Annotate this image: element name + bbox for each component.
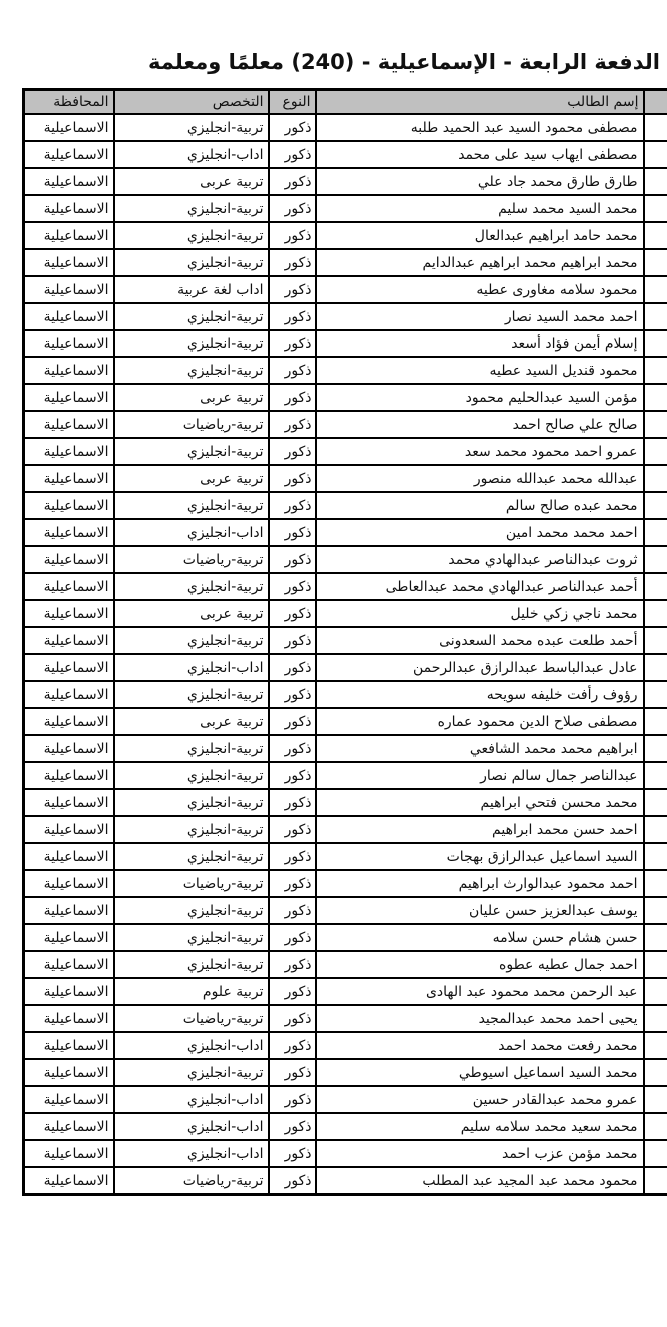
cell-student-name: احمد محمود عبدالوارث ابراهيم bbox=[316, 870, 644, 897]
cell-gender: ذكور bbox=[269, 924, 316, 951]
cell-governorate: الاسماعيلية bbox=[24, 735, 114, 762]
cell-student-name: مصطفى صلاح الدين محمود عماره bbox=[316, 708, 644, 735]
cell-student-name: صالح علي صالح احمد bbox=[316, 411, 644, 438]
cell-gender: ذكور bbox=[269, 465, 316, 492]
cell-specialization: تربية-انجليزي bbox=[114, 789, 269, 816]
cell-governorate: الاسماعيلية bbox=[24, 924, 114, 951]
cell-gender: ذكور bbox=[269, 330, 316, 357]
table-row bbox=[24, 222, 667, 249]
cell-gender: ذكور bbox=[269, 897, 316, 924]
cell-specialization: تربية-انجليزي bbox=[114, 924, 269, 951]
cell-gender: ذكور bbox=[269, 654, 316, 681]
cell-governorate: الاسماعيلية bbox=[24, 330, 114, 357]
cell-specialization: تربية عربى bbox=[114, 168, 269, 195]
cell-student-name: محمد السيد اسماعيل اسيوطي bbox=[316, 1059, 644, 1086]
cell-serial bbox=[644, 438, 667, 465]
cell-specialization: اداب-انجليزي bbox=[114, 1086, 269, 1113]
table-row bbox=[24, 465, 667, 492]
cell-specialization: تربية-انجليزي bbox=[114, 222, 269, 249]
cell-student-name: مصطفى ايهاب سيد على محمد bbox=[316, 141, 644, 168]
table-row bbox=[24, 1005, 667, 1032]
cell-student-name: عبد الرحمن محمد محمود عبد الهادى bbox=[316, 978, 644, 1005]
cell-serial bbox=[644, 465, 667, 492]
cell-serial bbox=[644, 492, 667, 519]
cell-gender: ذكور bbox=[269, 357, 316, 384]
cell-specialization: تربية-انجليزي bbox=[114, 330, 269, 357]
table-row bbox=[24, 789, 667, 816]
cell-specialization: تربية-انجليزي bbox=[114, 627, 269, 654]
cell-governorate: الاسماعيلية bbox=[24, 951, 114, 978]
cell-serial bbox=[644, 897, 667, 924]
table-row bbox=[24, 1059, 667, 1086]
cell-student-name: أحمد عبدالناصر عبدالهادي محمد عبدالعاطى bbox=[316, 573, 644, 600]
cell-student-name: احمد حسن محمد ابراهيم bbox=[316, 816, 644, 843]
cell-governorate: الاسماعيلية bbox=[24, 1113, 114, 1140]
cell-serial bbox=[644, 978, 667, 1005]
table-row bbox=[24, 195, 667, 222]
cell-specialization: اداب لغة عربية bbox=[114, 276, 269, 303]
table-row bbox=[24, 303, 667, 330]
table-row bbox=[24, 681, 667, 708]
cell-governorate: الاسماعيلية bbox=[24, 573, 114, 600]
cell-governorate: الاسماعيلية bbox=[24, 141, 114, 168]
cell-student-name: يحيى احمد محمد عبدالمجيد bbox=[316, 1005, 644, 1032]
cell-gender: ذكور bbox=[269, 222, 316, 249]
cell-governorate: الاسماعيلية bbox=[24, 114, 114, 141]
cell-governorate: الاسماعيلية bbox=[24, 870, 114, 897]
cell-specialization: اداب-انجليزي bbox=[114, 1032, 269, 1059]
cell-student-name: عبدالله محمد عبدالله منصور bbox=[316, 465, 644, 492]
cell-governorate: الاسماعيلية bbox=[24, 546, 114, 573]
cell-specialization: تربية-رياضيات bbox=[114, 546, 269, 573]
cell-governorate: الاسماعيلية bbox=[24, 411, 114, 438]
cell-student-name: احمد محمد السيد نصار bbox=[316, 303, 644, 330]
cell-gender: ذكور bbox=[269, 519, 316, 546]
cell-student-name: عمرو محمد عبدالقادر حسين bbox=[316, 1086, 644, 1113]
cell-gender: ذكور bbox=[269, 573, 316, 600]
cell-governorate: الاسماعيلية bbox=[24, 303, 114, 330]
cell-serial bbox=[644, 546, 667, 573]
cell-gender: ذكور bbox=[269, 708, 316, 735]
cell-serial bbox=[644, 1032, 667, 1059]
table-row bbox=[24, 870, 667, 897]
table-row bbox=[24, 1140, 667, 1167]
cell-governorate: الاسماعيلية bbox=[24, 681, 114, 708]
table-row bbox=[24, 897, 667, 924]
table-row bbox=[24, 114, 667, 141]
cell-gender: ذكور bbox=[269, 789, 316, 816]
cell-governorate: الاسماعيلية bbox=[24, 708, 114, 735]
cell-specialization: تربية عربى bbox=[114, 708, 269, 735]
cell-serial bbox=[644, 168, 667, 195]
cell-gender: ذكور bbox=[269, 195, 316, 222]
cell-governorate: الاسماعيلية bbox=[24, 600, 114, 627]
cell-student-name: إسلام أيمن فؤاد أسعد bbox=[316, 330, 644, 357]
cell-gender: ذكور bbox=[269, 303, 316, 330]
cell-student-name: محمد رفعت محمد احمد bbox=[316, 1032, 644, 1059]
cell-serial bbox=[644, 222, 667, 249]
table-row bbox=[24, 1113, 667, 1140]
cell-gender: ذكور bbox=[269, 978, 316, 1005]
cell-governorate: الاسماعيلية bbox=[24, 789, 114, 816]
cell-governorate: الاسماعيلية bbox=[24, 1005, 114, 1032]
cell-governorate: الاسماعيلية bbox=[24, 1032, 114, 1059]
page-title: الدفعة الرابعة - الإسماعيلية - (240) معلمًا ومعلمة bbox=[0, 47, 667, 77]
header-governorate: المحافظة bbox=[24, 90, 114, 115]
table-row bbox=[24, 168, 667, 195]
cell-serial bbox=[644, 303, 667, 330]
cell-student-name: محمد سعيد محمد سلامه سليم bbox=[316, 1113, 644, 1140]
cell-student-name: محمد ناجي زكي خليل bbox=[316, 600, 644, 627]
cell-specialization: اداب-انجليزي bbox=[114, 654, 269, 681]
cell-specialization: تربية-انجليزي bbox=[114, 1059, 269, 1086]
cell-serial bbox=[644, 1140, 667, 1167]
cell-serial bbox=[644, 114, 667, 141]
cell-student-name: محمد محسن فتحي ابراهيم bbox=[316, 789, 644, 816]
cell-specialization: تربية علوم bbox=[114, 978, 269, 1005]
cell-serial bbox=[644, 924, 667, 951]
cell-serial bbox=[644, 249, 667, 276]
cell-serial bbox=[644, 681, 667, 708]
cell-serial bbox=[644, 1086, 667, 1113]
cell-specialization: تربية-انجليزي bbox=[114, 951, 269, 978]
cell-student-name: السيد اسماعيل عبدالرازق بهجات bbox=[316, 843, 644, 870]
cell-gender: ذكور bbox=[269, 1113, 316, 1140]
cell-gender: ذكور bbox=[269, 870, 316, 897]
cell-governorate: الاسماعيلية bbox=[24, 627, 114, 654]
cell-serial bbox=[644, 141, 667, 168]
cell-specialization: تربية-انجليزي bbox=[114, 762, 269, 789]
cell-serial bbox=[644, 654, 667, 681]
cell-gender: ذكور bbox=[269, 546, 316, 573]
cell-student-name: محمد حامد ابراهيم عبدالعال bbox=[316, 222, 644, 249]
cell-specialization: تربية-رياضيات bbox=[114, 1005, 269, 1032]
cell-specialization: تربية-انجليزي bbox=[114, 843, 269, 870]
cell-student-name: رؤوف رأفت خليفه سويحه bbox=[316, 681, 644, 708]
table-row bbox=[24, 519, 667, 546]
cell-gender: ذكور bbox=[269, 249, 316, 276]
table-row bbox=[24, 276, 667, 303]
cell-student-name: عمرو احمد محمود محمد سعد bbox=[316, 438, 644, 465]
cell-specialization: تربية-انجليزي bbox=[114, 897, 269, 924]
cell-serial bbox=[644, 843, 667, 870]
cell-gender: ذكور bbox=[269, 384, 316, 411]
cell-gender: ذكور bbox=[269, 1032, 316, 1059]
table-row bbox=[24, 627, 667, 654]
table-row bbox=[24, 978, 667, 1005]
cell-student-name: محمد ابراهيم محمد ابراهيم عبدالدايم bbox=[316, 249, 644, 276]
cell-specialization: تربية-انجليزي bbox=[114, 492, 269, 519]
table-row bbox=[24, 249, 667, 276]
cell-specialization: تربية-رياضيات bbox=[114, 870, 269, 897]
cell-specialization: تربية عربى bbox=[114, 465, 269, 492]
cell-student-name: محمد عبده صالح سالم bbox=[316, 492, 644, 519]
cell-specialization: اداب-انجليزي bbox=[114, 519, 269, 546]
cell-serial bbox=[644, 951, 667, 978]
cell-gender: ذكور bbox=[269, 141, 316, 168]
header-specialization: التخصص bbox=[114, 90, 269, 115]
cell-serial bbox=[644, 384, 667, 411]
cell-gender: ذكور bbox=[269, 735, 316, 762]
cell-student-name: أحمد طلعت عبده محمد السعدونى bbox=[316, 627, 644, 654]
cell-gender: ذكور bbox=[269, 1167, 316, 1195]
cell-serial bbox=[644, 816, 667, 843]
cell-specialization: تربية-انجليزي bbox=[114, 114, 269, 141]
cell-governorate: الاسماعيلية bbox=[24, 1140, 114, 1167]
cell-gender: ذكور bbox=[269, 762, 316, 789]
cell-specialization: تربية-انجليزي bbox=[114, 303, 269, 330]
cell-specialization: اداب-انجليزي bbox=[114, 1140, 269, 1167]
cell-gender: ذكور bbox=[269, 816, 316, 843]
cell-governorate: الاسماعيلية bbox=[24, 168, 114, 195]
table-row bbox=[24, 1032, 667, 1059]
cell-student-name: محمود قنديل السيد عطيه bbox=[316, 357, 644, 384]
table-row bbox=[24, 654, 667, 681]
cell-governorate: الاسماعيلية bbox=[24, 654, 114, 681]
cell-specialization: اداب-انجليزي bbox=[114, 1113, 269, 1140]
cell-student-name: محمود سلامه مغاورى عطيه bbox=[316, 276, 644, 303]
cell-serial bbox=[644, 627, 667, 654]
cell-serial bbox=[644, 1005, 667, 1032]
cell-gender: ذكور bbox=[269, 114, 316, 141]
table-row bbox=[24, 843, 667, 870]
cell-governorate: الاسماعيلية bbox=[24, 1086, 114, 1113]
table-row bbox=[24, 708, 667, 735]
table-row bbox=[24, 141, 667, 168]
cell-serial bbox=[644, 708, 667, 735]
cell-serial bbox=[644, 519, 667, 546]
table-row bbox=[24, 384, 667, 411]
cell-serial bbox=[644, 762, 667, 789]
cell-serial bbox=[644, 330, 667, 357]
cell-specialization: تربية-انجليزي bbox=[114, 681, 269, 708]
cell-gender: ذكور bbox=[269, 1005, 316, 1032]
table-row bbox=[24, 735, 667, 762]
table-row bbox=[24, 1167, 667, 1195]
cell-gender: ذكور bbox=[269, 492, 316, 519]
cell-governorate: الاسماعيلية bbox=[24, 978, 114, 1005]
cell-gender: ذكور bbox=[269, 276, 316, 303]
cell-gender: ذكور bbox=[269, 411, 316, 438]
cell-serial bbox=[644, 1059, 667, 1086]
cell-governorate: الاسماعيلية bbox=[24, 384, 114, 411]
cell-student-name: طارق طارق محمد جاد علي bbox=[316, 168, 644, 195]
cell-gender: ذكور bbox=[269, 843, 316, 870]
cell-specialization: تربية-انجليزي bbox=[114, 438, 269, 465]
cell-serial bbox=[644, 411, 667, 438]
cell-governorate: الاسماعيلية bbox=[24, 465, 114, 492]
cell-specialization: تربية-انجليزي bbox=[114, 249, 269, 276]
cell-serial bbox=[644, 357, 667, 384]
table-row bbox=[24, 762, 667, 789]
cell-specialization: تربية عربى bbox=[114, 600, 269, 627]
cell-governorate: الاسماعيلية bbox=[24, 1167, 114, 1195]
table-row bbox=[24, 546, 667, 573]
cell-gender: ذكور bbox=[269, 438, 316, 465]
cell-specialization: تربية-انجليزي bbox=[114, 573, 269, 600]
cell-gender: ذكور bbox=[269, 1086, 316, 1113]
cell-governorate: الاسماعيلية bbox=[24, 897, 114, 924]
cell-gender: ذكور bbox=[269, 1140, 316, 1167]
cell-serial bbox=[644, 573, 667, 600]
cell-student-name: عادل عبدالباسط عبدالرازق عبدالرحمن bbox=[316, 654, 644, 681]
cell-specialization: تربية-انجليزي bbox=[114, 195, 269, 222]
cell-specialization: اداب-انجليزي bbox=[114, 141, 269, 168]
cell-governorate: الاسماعيلية bbox=[24, 276, 114, 303]
cell-gender: ذكور bbox=[269, 168, 316, 195]
cell-serial bbox=[644, 1113, 667, 1140]
cell-serial bbox=[644, 789, 667, 816]
cell-student-name: احمد جمال عطيه عطوه bbox=[316, 951, 644, 978]
cell-governorate: الاسماعيلية bbox=[24, 357, 114, 384]
cell-governorate: الاسماعيلية bbox=[24, 816, 114, 843]
cell-serial bbox=[644, 600, 667, 627]
cell-governorate: الاسماعيلية bbox=[24, 492, 114, 519]
cell-gender: ذكور bbox=[269, 600, 316, 627]
cell-student-name: مؤمن السيد عبدالحليم محمود bbox=[316, 384, 644, 411]
table-row bbox=[24, 330, 667, 357]
cell-student-name: حسن هشام حسن سلامه bbox=[316, 924, 644, 951]
table-row bbox=[24, 600, 667, 627]
cell-student-name: ثروت عبدالناصر عبدالهادي محمد bbox=[316, 546, 644, 573]
cell-governorate: الاسماعيلية bbox=[24, 762, 114, 789]
header-student-name: إسم الطالب bbox=[316, 90, 644, 115]
table-row bbox=[24, 492, 667, 519]
cell-specialization: تربية عربى bbox=[114, 384, 269, 411]
table-row bbox=[24, 951, 667, 978]
header-gender: النوع bbox=[269, 90, 316, 115]
cell-specialization: تربية-انجليزي bbox=[114, 816, 269, 843]
table-row bbox=[24, 573, 667, 600]
cell-governorate: الاسماعيلية bbox=[24, 438, 114, 465]
cell-serial bbox=[644, 870, 667, 897]
cell-student-name: مصطفى محمود السيد عبد الحميد طلبه bbox=[316, 114, 644, 141]
cell-student-name: عبدالناصر جمال سالم نصار bbox=[316, 762, 644, 789]
cell-governorate: الاسماعيلية bbox=[24, 519, 114, 546]
table-row bbox=[24, 1086, 667, 1113]
cell-serial bbox=[644, 195, 667, 222]
cell-governorate: الاسماعيلية bbox=[24, 222, 114, 249]
cell-gender: ذكور bbox=[269, 681, 316, 708]
cell-specialization: تربية-رياضيات bbox=[114, 411, 269, 438]
cell-serial bbox=[644, 276, 667, 303]
cell-governorate: الاسماعيلية bbox=[24, 249, 114, 276]
cell-student-name: احمد محمد محمد امين bbox=[316, 519, 644, 546]
cell-student-name: ابراهيم محمد محمد الشافعي bbox=[316, 735, 644, 762]
cell-specialization: تربية-انجليزي bbox=[114, 735, 269, 762]
cell-specialization: تربية-انجليزي bbox=[114, 357, 269, 384]
cell-student-name: محمد مؤمن عزب احمد bbox=[316, 1140, 644, 1167]
cell-serial bbox=[644, 735, 667, 762]
cell-student-name: محمود محمد عبد المجيد عبد المطلب bbox=[316, 1167, 644, 1195]
students-table bbox=[22, 88, 667, 1196]
header-serial bbox=[644, 90, 667, 115]
cell-gender: ذكور bbox=[269, 951, 316, 978]
cell-governorate: الاسماعيلية bbox=[24, 195, 114, 222]
header-row bbox=[24, 90, 667, 115]
table-row bbox=[24, 924, 667, 951]
cell-student-name: محمد السيد محمد سليم bbox=[316, 195, 644, 222]
table-row bbox=[24, 816, 667, 843]
table-row bbox=[24, 438, 667, 465]
cell-gender: ذكور bbox=[269, 1059, 316, 1086]
cell-governorate: الاسماعيلية bbox=[24, 1059, 114, 1086]
cell-serial bbox=[644, 1167, 667, 1195]
document-page bbox=[0, 47, 667, 1327]
cell-gender: ذكور bbox=[269, 627, 316, 654]
cell-governorate: الاسماعيلية bbox=[24, 843, 114, 870]
cell-specialization: تربية-رياضيات bbox=[114, 1167, 269, 1195]
cell-student-name: يوسف عبدالعزيز حسن عليان bbox=[316, 897, 644, 924]
table-row bbox=[24, 411, 667, 438]
table-row bbox=[24, 357, 667, 384]
